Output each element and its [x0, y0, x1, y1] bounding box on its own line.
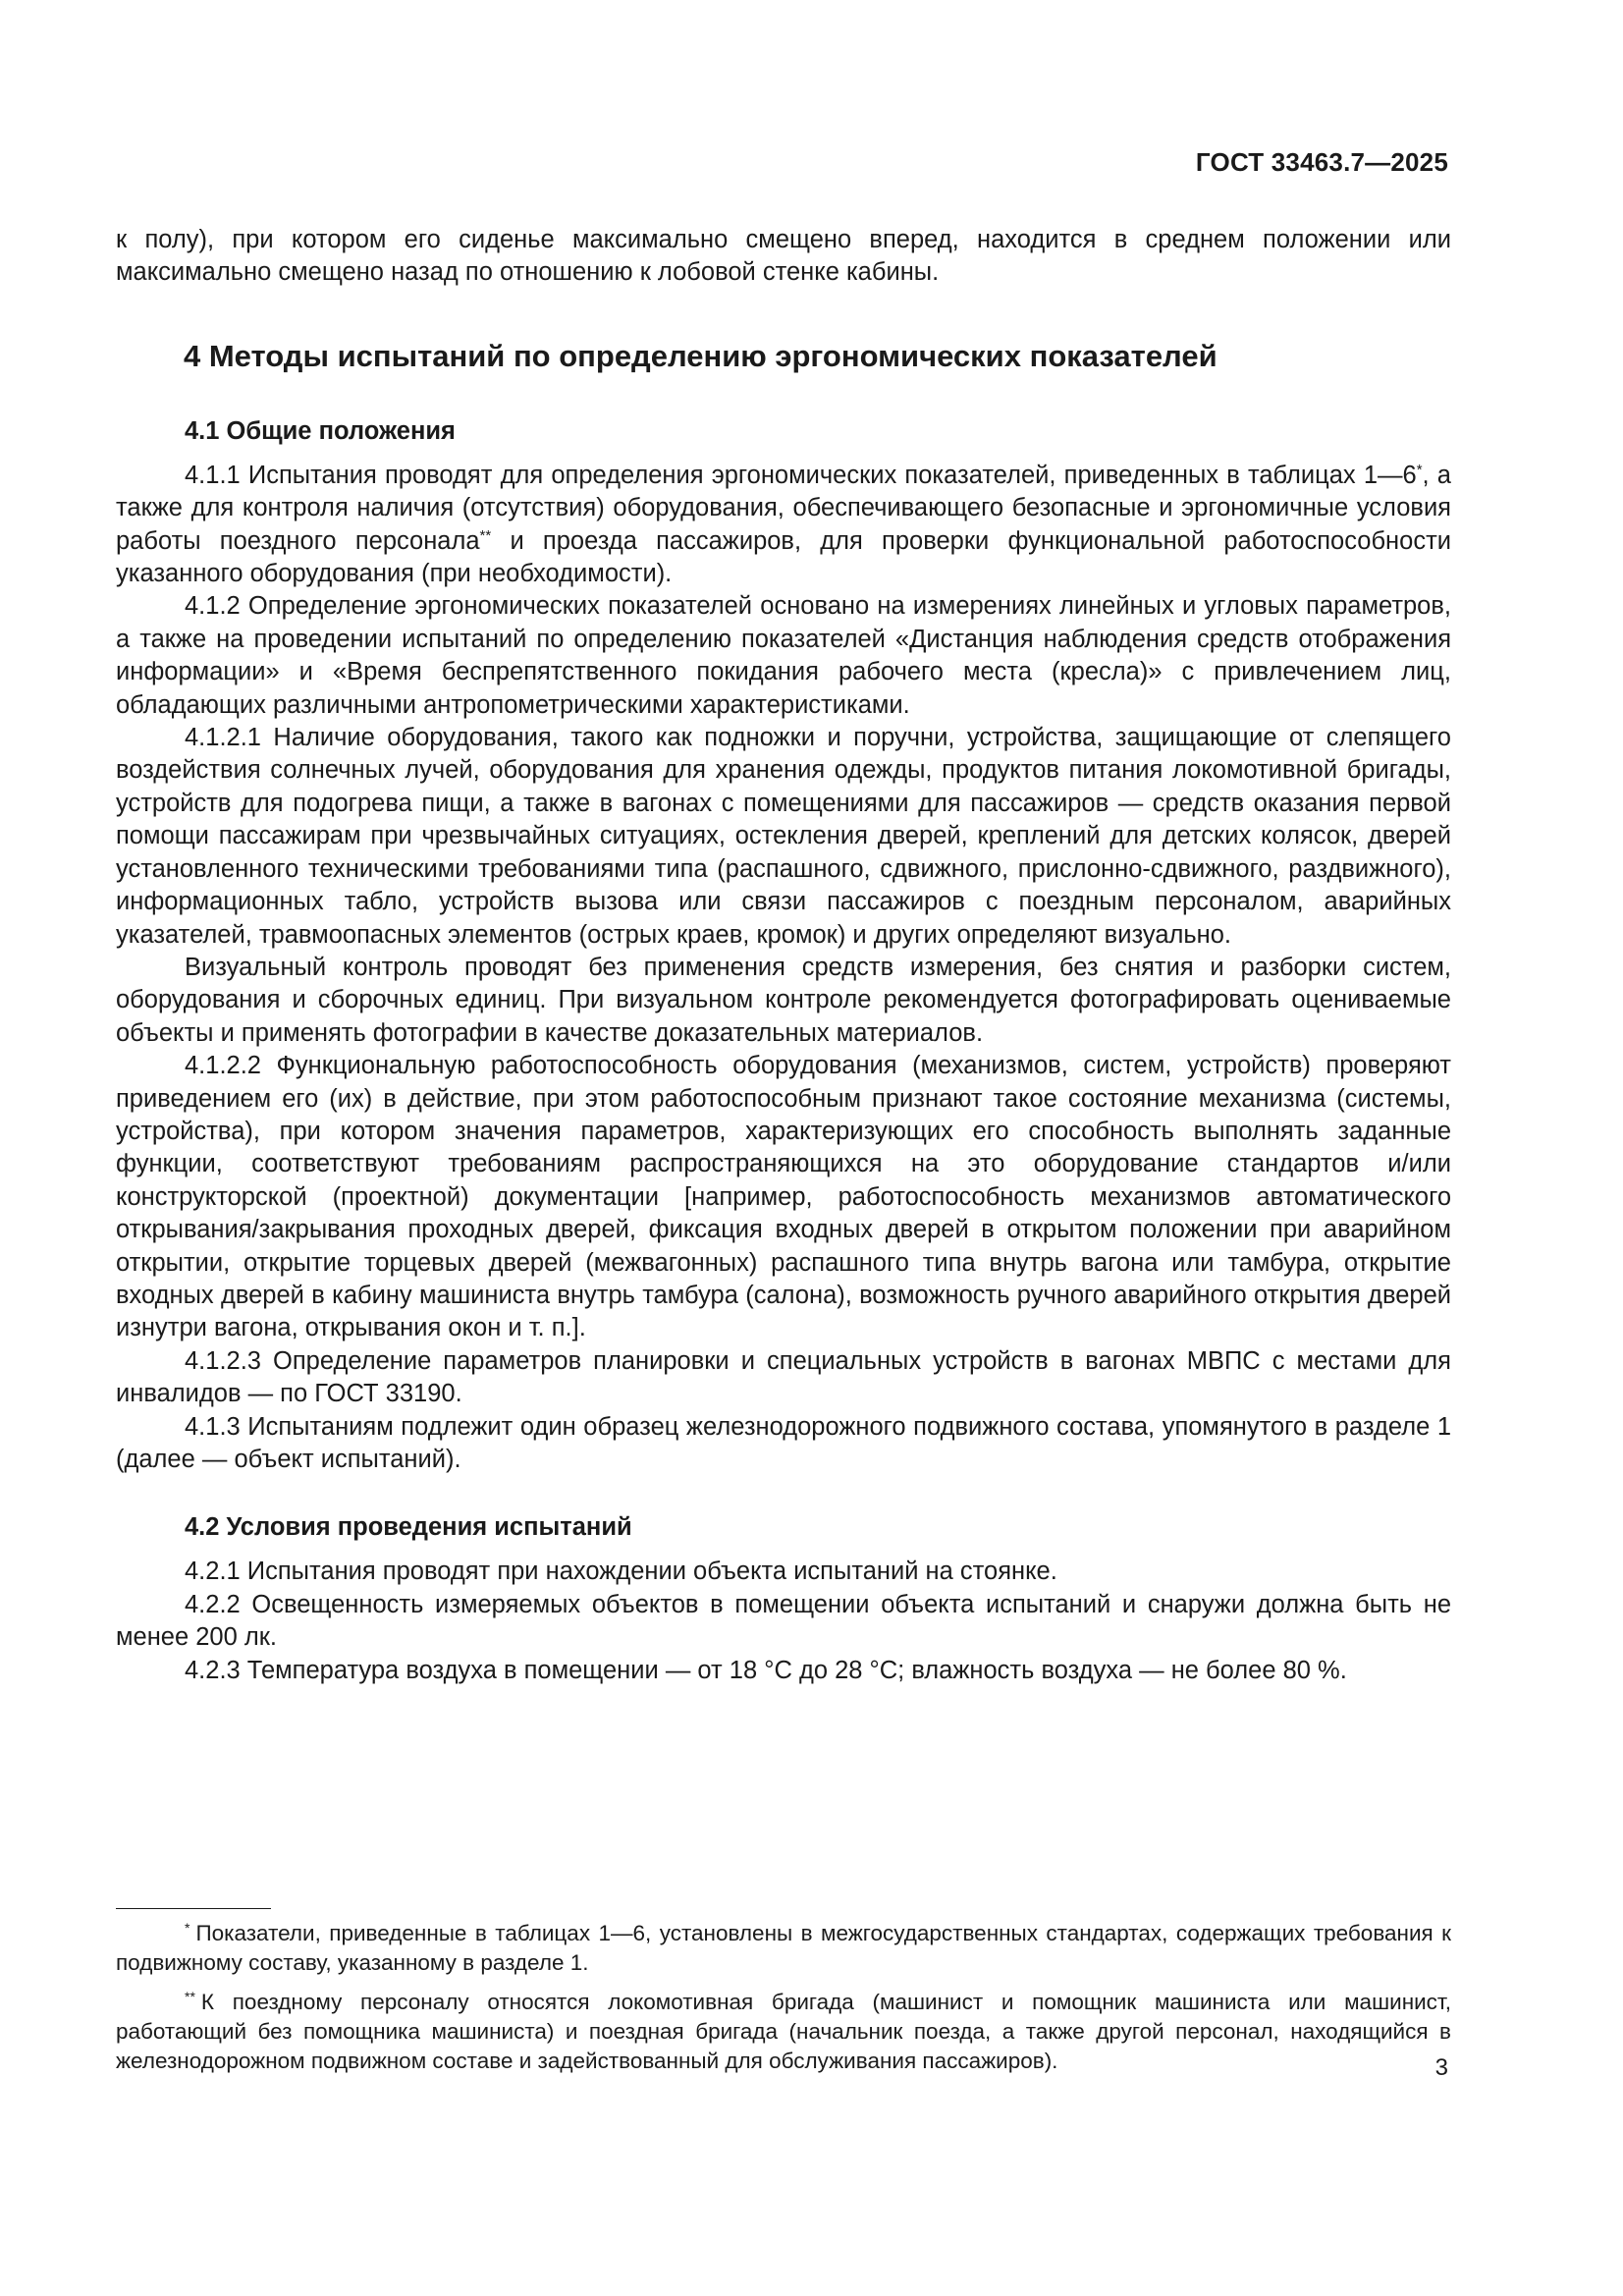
- paragraph-4-2-3: 4.2.3 Температура воздуха в помещении — от 18 °С до 28 °С; влажность воздуха — не более 80 %.: [185, 1656, 1347, 1684]
- paragraph-4-1-2: 4.1.2 Определение эргономических показателей основано на измерениях линейных и угловых параметров, а также на проведении испытаний по определению показателей «Дистанция наблюдения средств отображения информации» и «Время беспрепятственного покидания рабочего места (кресла)» с привлечением лиц, обладающих различными антропометрическими характеристиками.: [116, 592, 1451, 719]
- footnote-1-text: Показатели, приведенные в таблицах 1—6, установлены в межгосударственных стандартах, содержащих требования к подвижному составу, указанному в разделе 1.: [116, 1921, 1451, 1975]
- footnote-1-mark: *: [185, 1920, 190, 1936]
- paragraph-4-1-2-1: 4.1.2.1 Наличие оборудования, такого как подножки и поручни, устройства, защищающие от слепящего воздействия солнечных лучей, оборудования для хранения одежды, продуктов питания локомотивной бригады, устройств для подогрева пищи, а также в вагонах с помещениями для пассажиров — средств оказания первой помощи пассажирам при чрезвычайных ситуациях, остекления дверей, креплений для детских колясок, дверей установленного техническими требованиями типа (распашного, сдвижного, прислонно-сдвижного, раздвижного), информационных табло, устройств вызова или связи пассажиров с поездным персоналом, аварийных указателей, травмоопасных элементов (острых краев, кромок) и других определяют визуально.: [116, 724, 1451, 949]
- footnote-ref-2: **: [479, 526, 492, 544]
- footnote-2-mark: **: [185, 1989, 195, 2004]
- paragraph-4-1-1: [116, 460, 1451, 591]
- footnote-2: [116, 1988, 1451, 2076]
- section-4-1-heading: 4.1 Общие положения: [185, 416, 456, 445]
- paragraph-4-1-1-part-c: и проезда пассажиров, для проверки функциональной работоспособности указанного оборудования (при необходимости).: [116, 526, 1451, 588]
- paragraph-4-2-1: 4.2.1 Испытания проводят при нахождении объекта испытаний на стоянке.: [185, 1558, 1057, 1586]
- paragraph-4-1-2-2: 4.1.2.2 Функциональную работоспособность оборудования (механизмов, систем, устройств) проверяют приведением его (их) в действие, при этом работоспособным признают такое состояние механизма (системы, устройства), при котором значения параметров, характеризующих его способность выполнять заданные функции, соответствуют требованиям распространяющихся на это оборудование стандартов и/или конструкторской (проектной) документации [например, работоспособность механизмов автоматического открывания/закрывания проходных дверей, фиксация входных дверей в открытом положении при аварийном открытии, открытие торцевых дверей (межвагонных) распашного типа внутрь вагона или тамбура, открытие входных дверей в кабину машиниста внутрь тамбура (салона), возможность ручного аварийного открытия дверей изнутри вагона, открывания окон и т. п.].: [116, 1052, 1451, 1342]
- paragraph-visual-control: Визуальный контроль проводят без применения средств измерения, без снятия и разборки систем, оборудования и сборочных единиц. При визуальном контроле рекомендуется фотографировать оцениваемые объекты и применять фотографии в качестве доказательных материалов.: [116, 953, 1451, 1047]
- paragraph-4-1-1-part-b: , а также для контроля наличия (отсутствия) оборудования, обеспечивающего безопасные и эргономичные условия работы поездного персонала: [116, 461, 1451, 555]
- paragraph-4-1-2-3: 4.1.2.3 Определение параметров планировки и специальных устройств в вагонах МВПС с местами для инвалидов — по ГОСТ 33190.: [116, 1346, 1451, 1408]
- footnote-divider: [116, 1908, 271, 1909]
- intro-paragraph: к полу), при котором его сиденье максимально смещено вперед, находится в среднем положении или максимально смещено назад по отношению к лобовой стенке кабины.: [116, 226, 1451, 287]
- paragraph-4-2-2: 4.2.2 Освещенность измеряемых объектов в помещении объекта испытаний и снаружи должна быть не менее 200 лк.: [116, 1590, 1451, 1652]
- main-text: [116, 224, 1451, 1687]
- section-4-heading: 4 Методы испытаний по определению эргономических показателей: [184, 338, 1217, 373]
- paragraph-4-1-1-part-a: 4.1.1 Испытания проводят для определения эргономических показателей, приведенных в таблицах 1—6: [185, 461, 1417, 489]
- section-4-2-heading: 4.2 Условия проведения испытаний: [185, 1513, 632, 1542]
- footnote-ref-1: *: [1416, 461, 1423, 478]
- footnote-2-text: К поездному персоналу относятся локомотивная бригада (машинист и помощник машиниста или машинист, работающий без помощника машиниста) и поездная бригада (начальник поезда, а также другой персонал, находящийся в железнодорожном подвижном составе и задействованный для обслуживания пассажиров).: [116, 1990, 1451, 2073]
- page-number: 3: [1434, 2054, 1448, 2081]
- footnotes: [116, 1919, 1451, 2086]
- document-code: ГОСТ 33463.7—2025: [1195, 147, 1448, 177]
- footnote-1: [116, 1919, 1451, 1978]
- paragraph-4-1-3: 4.1.3 Испытаниям подлежит один образец железнодорожного подвижного состава, упомянутого в разделе 1 (далее — объект испытаний).: [116, 1412, 1451, 1473]
